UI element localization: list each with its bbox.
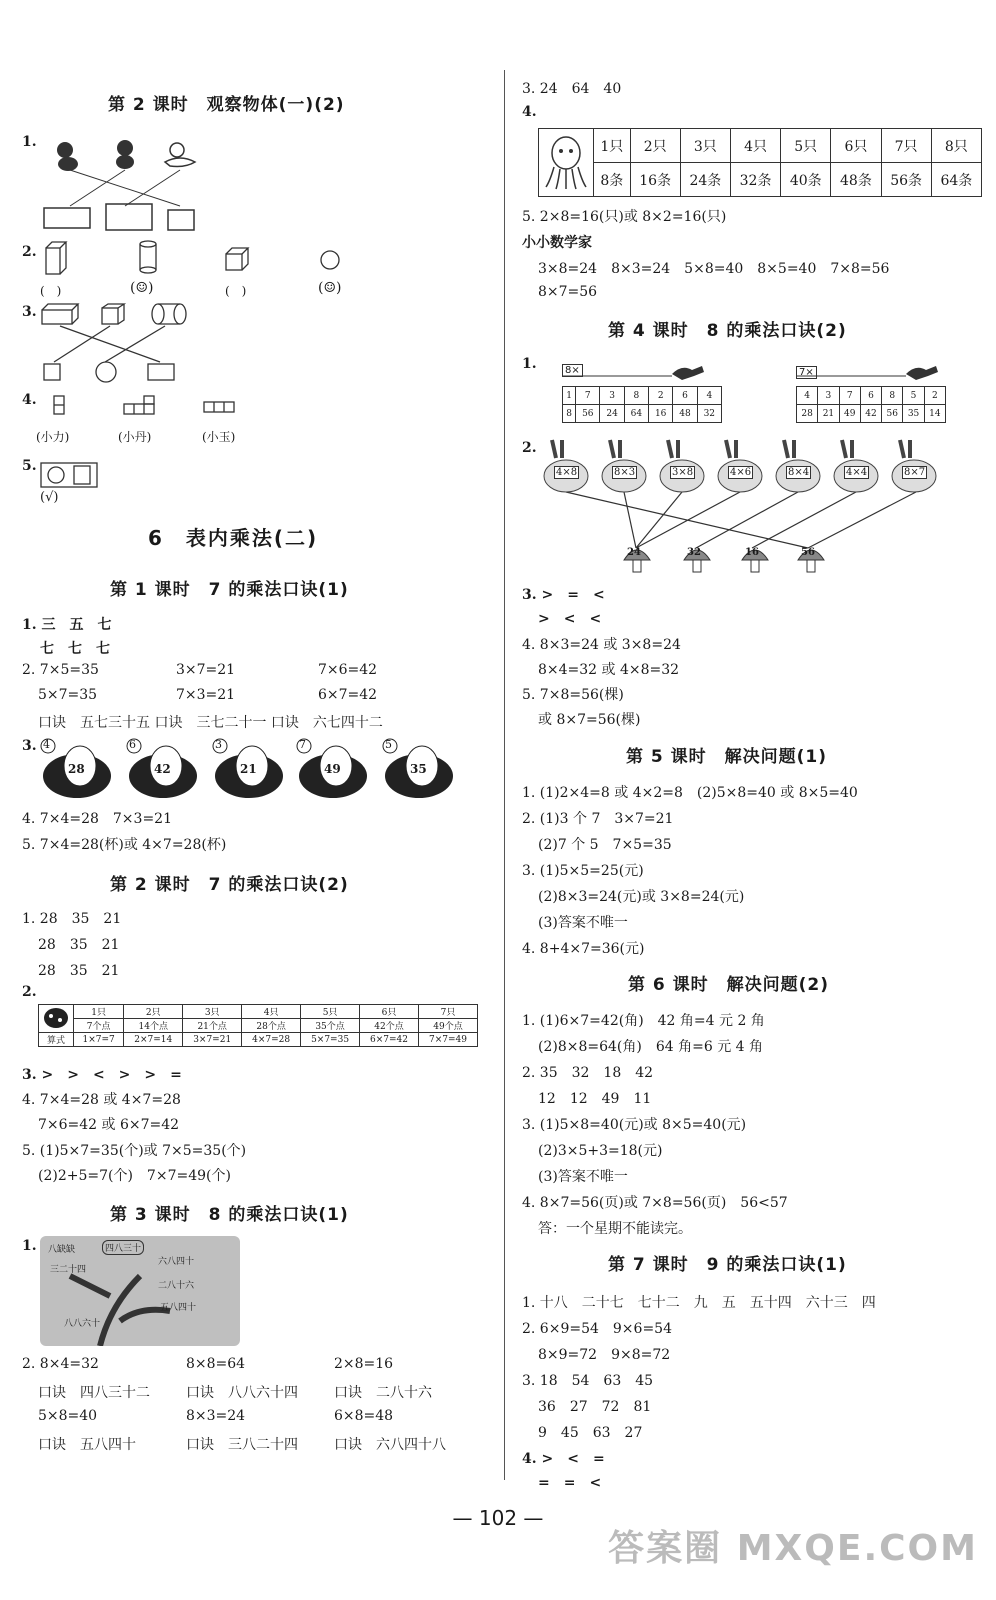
s7-line-5: 36 27 72 81 <box>538 1399 652 1415</box>
s1-line-4c: 6×7=42 <box>318 687 378 703</box>
section-title-8-1: 第 3 课时 8 的乘法口诀(1) <box>110 1205 349 1225</box>
q4-label-1: (小力) <box>36 430 70 444</box>
s1-line-3a: 2. 7×5=35 <box>22 662 99 678</box>
table-cell: 1 <box>563 387 576 405</box>
s7-line-8: = = < <box>538 1475 602 1491</box>
s6-line-1: 1. (1)6×7=42(角) 42 角=4 元 2 角 <box>522 1013 765 1029</box>
s2-row-2: 28 35 21 <box>38 937 120 953</box>
q2-solids-figure <box>40 240 360 280</box>
table-cell: 8只 <box>931 129 981 163</box>
table-cell: 1只 <box>74 1005 124 1019</box>
r-line-2: 5. 2×8=16(只)或 8×2=16(只) <box>522 209 727 225</box>
train-table <box>562 386 722 423</box>
table-cell: 3 <box>818 387 839 405</box>
s3-q1-number: 1. <box>22 1238 37 1254</box>
s1-line-1: 1. 三 五 七 <box>22 617 112 633</box>
s7-line-2: 2. 6×9=54 9×6=54 <box>522 1321 672 1337</box>
s3-b1: 口诀 四八三十二 <box>38 1385 150 1401</box>
s4-line-3: 3. > = < <box>522 587 605 603</box>
table-cell: 3只 <box>680 129 730 163</box>
s1-line-7: 5. 7×4=28(杯)或 4×7=28(杯) <box>22 837 227 853</box>
ladybug-icon <box>39 1005 74 1033</box>
rabbit-expression: 4×4 <box>846 467 868 478</box>
s4-q2-number: 2. <box>522 440 537 456</box>
table-cell: 64 <box>624 405 648 423</box>
table-cell: 16 <box>649 405 673 423</box>
animal-product: 49 <box>324 762 341 776</box>
section-title-solve-1: 第 5 课时 解决问题(1) <box>626 747 828 767</box>
q4-number: 4. <box>22 392 37 408</box>
rabbit-expression: 3×8 <box>672 467 694 478</box>
table-cell: 35个点 <box>301 1019 360 1033</box>
animal-product: 42 <box>154 762 171 776</box>
table-cell: 5×7=35 <box>301 1033 360 1047</box>
q1-matching-figure <box>40 136 240 236</box>
mushroom <box>740 544 770 574</box>
horse-icon <box>562 362 732 382</box>
table-cell: 24条 <box>680 163 730 197</box>
s3-d2: 口诀 三八二十四 <box>186 1437 298 1453</box>
rabbit-expression: 8×3 <box>614 467 636 478</box>
q5-mark: (√) <box>40 490 59 505</box>
table-cell: 7 <box>839 387 860 405</box>
mushroom <box>796 544 826 574</box>
mushroom <box>682 544 712 574</box>
s3-a3: 2×8=16 <box>334 1356 394 1372</box>
table-cell: 3 <box>600 387 624 405</box>
tree-label: 四八三十 <box>102 1240 144 1255</box>
s3-c3: 6×8=48 <box>334 1408 394 1424</box>
s1-line-3c: 7×6=42 <box>318 662 378 678</box>
table-cell: 2 <box>924 387 945 405</box>
q2-mark-4: (☺) <box>318 280 342 296</box>
table-cell: 2只 <box>124 1005 183 1019</box>
table-cell: 28 <box>797 405 818 423</box>
table-cell: 14个点 <box>124 1019 183 1033</box>
s4-line-4: > < < <box>538 611 602 627</box>
table-cell: 3×7=21 <box>183 1033 242 1047</box>
s5-line-6: (3)答案不唯一 <box>538 915 628 931</box>
s1-line-5: 口诀 五七三十五 口诀 三七二十一 口诀 六七四十二 <box>38 715 383 731</box>
s7-line-4: 3. 18 54 63 45 <box>522 1373 654 1389</box>
table-cell: 48条 <box>831 163 881 197</box>
table-cell: 7只 <box>418 1005 477 1019</box>
s2-line-7: (2)2+5=7(个) 7×7=49(个) <box>38 1168 231 1184</box>
q3-matching-figure <box>40 302 210 392</box>
s6-line-5: 3. (1)5×8=40(元)或 8×5=40(元) <box>522 1117 747 1133</box>
s2-row-1: 1. 28 35 21 <box>22 911 122 927</box>
rabbit-card <box>540 438 600 496</box>
section-title-9-1: 第 7 课时 9 的乘法口诀(1) <box>608 1255 847 1275</box>
q4-label-3: (小玉) <box>202 430 236 444</box>
table-cell: 8条 <box>594 163 631 197</box>
mushroom-value: 16 <box>745 547 759 558</box>
section-title-8-2: 第 4 课时 8 的乘法口诀(2) <box>608 321 847 341</box>
train-head: 7× <box>796 366 817 379</box>
s6-line-8: 4. 8×7=56(页)或 7×8=56(页) 56<57 <box>522 1195 788 1211</box>
train-table <box>796 386 946 423</box>
q2-mark-1: ( ) <box>40 284 62 298</box>
table-cell: 6 <box>673 387 697 405</box>
q5-figure <box>40 462 100 492</box>
table-cell: 2只 <box>630 129 680 163</box>
s2-row-3: 28 35 21 <box>38 963 120 979</box>
s2-line-4: 4. 7×4=28 或 4×7=28 <box>22 1092 181 1108</box>
table-cell: 49个点 <box>418 1019 477 1033</box>
rabbit-card <box>830 438 890 496</box>
s2-line-6: 5. (1)5×7=35(个)或 7×5=35(个) <box>22 1143 247 1159</box>
s7-line-6: 9 45 63 27 <box>538 1425 643 1441</box>
table-cell: 16条 <box>630 163 680 197</box>
animal-product: 28 <box>68 762 85 776</box>
table-cell: 28个点 <box>242 1019 301 1033</box>
s7-line-3: 8×9=72 9×8=72 <box>538 1347 671 1363</box>
s6-line-3: 2. 35 32 18 42 <box>522 1065 654 1081</box>
s1-line-3b: 3×7=21 <box>176 662 236 678</box>
s3-c1: 5×8=40 <box>38 1408 98 1424</box>
s3-a2: 8×8=64 <box>186 1356 246 1372</box>
r-line-4: 3×8=24 8×3=24 5×8=40 8×5=40 7×8=56 <box>538 261 890 277</box>
q4-label-2: (小丹) <box>118 430 152 444</box>
animal-top-number: 3 <box>215 738 222 751</box>
s1-line-6: 4. 7×4=28 7×3=21 <box>22 811 172 827</box>
animal-card <box>126 738 200 800</box>
mushroom <box>622 544 652 574</box>
table-cell: 42 <box>860 405 881 423</box>
s6-line-6: (2)3×5+3=18(元) <box>538 1143 663 1159</box>
table-cell: 35 <box>903 405 924 423</box>
s2-line-3: 3. > > < > > = <box>22 1067 182 1083</box>
table-cell: 8 <box>882 387 903 405</box>
animal-product: 35 <box>410 762 427 776</box>
s7-line-7: 4. > < = <box>522 1451 605 1467</box>
animal-card <box>40 738 114 800</box>
s4-line-7: 5. 7×8=56(棵) <box>522 687 624 703</box>
s5-line-4: 3. (1)5×5=25(元) <box>522 863 644 879</box>
table-cell: 5只 <box>301 1005 360 1019</box>
horse-icon <box>796 362 966 382</box>
table-cell: 1×7=7 <box>74 1033 124 1047</box>
section-title-7-2: 第 2 课时 7 的乘法口诀(2) <box>110 875 349 895</box>
table-cell: 40条 <box>781 163 831 197</box>
s5-line-2: 2. (1)3 个 7 3×7=21 <box>522 811 674 827</box>
s1-line-4b: 7×3=21 <box>176 687 236 703</box>
toy-figure-icon <box>165 143 195 167</box>
s4-q1-number: 1. <box>522 356 537 372</box>
table-cell: 2×7=14 <box>124 1033 183 1047</box>
s5-line-1: 1. (1)2×4=8 或 4×2=8 (2)5×8=40 或 8×5=40 <box>522 785 858 801</box>
animal-card <box>296 738 370 800</box>
ladybug-table <box>38 1004 478 1047</box>
table-cell: 7个点 <box>74 1019 124 1033</box>
table-cell: 3只 <box>183 1005 242 1019</box>
q2-number: 2. <box>22 244 37 260</box>
r-line-3: 小小数学家 <box>522 235 592 251</box>
table-cell: 6×7=42 <box>360 1033 419 1047</box>
table-cell: 7 <box>576 387 600 405</box>
r-q4-number: 4. <box>522 104 537 120</box>
table-row-header: 算式 <box>39 1033 74 1047</box>
animal-card <box>382 738 456 800</box>
watermark-logo: 答案圈 MXQE.COM <box>608 1528 978 1569</box>
mushroom-value: 24 <box>627 547 641 558</box>
table-cell: 6只 <box>831 129 881 163</box>
animal-card <box>212 738 286 800</box>
toy-figure-icon <box>116 140 134 169</box>
s3-b2: 口诀 八八六十四 <box>186 1385 298 1401</box>
table-cell: 32条 <box>730 163 780 197</box>
page-number: — 102 — <box>452 1506 544 1530</box>
table-cell: 8 <box>624 387 648 405</box>
tree-figure <box>40 1236 240 1346</box>
s6-line-7: (3)答案不唯一 <box>538 1169 628 1185</box>
q2-mark-2: (☺) <box>130 280 154 296</box>
section-title-solve-2: 第 6 课时 解决问题(2) <box>628 975 830 995</box>
table-cell: 2 <box>649 387 673 405</box>
octopus-table <box>538 128 982 197</box>
table-cell: 4 <box>697 387 721 405</box>
table-cell: 56 <box>576 405 600 423</box>
tree-label: 二八十六 <box>158 1281 195 1291</box>
rabbit-expression: 8×4 <box>788 467 810 478</box>
table-cell: 32 <box>697 405 721 423</box>
table-cell: 48 <box>673 405 697 423</box>
table-cell: 6只 <box>360 1005 419 1019</box>
rabbit-card <box>714 438 774 496</box>
s4-line-6: 8×4=32 或 4×8=32 <box>538 662 680 678</box>
table-cell: 4只 <box>730 129 780 163</box>
s3-d3: 口诀 六八四十八 <box>334 1437 446 1453</box>
s3-c2: 8×3=24 <box>186 1408 246 1424</box>
animal-product: 21 <box>240 762 257 776</box>
s5-line-5: (2)8×3=24(元)或 3×8=24(元) <box>538 889 745 905</box>
rabbit-card <box>772 438 832 496</box>
table-cell: 7只 <box>881 129 931 163</box>
tree-label: 八缺缺 <box>48 1245 76 1255</box>
toy-figure-icon <box>57 142 78 171</box>
tree-label: 三二十四 <box>50 1265 87 1275</box>
section-title-7-1: 第 1 课时 7 的乘法口诀(1) <box>110 580 349 600</box>
tree-label: 八八六十 <box>64 1319 101 1329</box>
table-cell: 49 <box>839 405 860 423</box>
train-head: 8× <box>562 364 583 377</box>
q4-views-figure <box>44 394 264 418</box>
train-figure-7 <box>796 362 966 434</box>
table-cell: 7×7=49 <box>418 1033 477 1047</box>
table-cell: 64条 <box>931 163 981 197</box>
rabbit-card <box>888 438 948 496</box>
s3-a1: 2. 8×4=32 <box>22 1356 99 1372</box>
mushroom-value: 56 <box>801 547 815 558</box>
rabbit-card <box>656 438 716 496</box>
s1-q3-number: 3. <box>22 738 37 754</box>
r-line-5: 8×7=56 <box>538 284 598 300</box>
tree-label: 五八四十 <box>160 1303 197 1313</box>
table-cell: 8 <box>563 405 576 423</box>
rabbit-expression: 4×8 <box>556 467 578 478</box>
animal-top-number: 7 <box>299 738 306 751</box>
s6-line-9: 答：一个星期不能读完。 <box>538 1221 692 1237</box>
rabbit-expression: 4×6 <box>730 467 752 478</box>
animal-top-number: 6 <box>129 738 136 751</box>
train-figure-8 <box>562 362 732 434</box>
mushroom-value: 32 <box>687 547 701 558</box>
octopus-icon <box>539 129 594 197</box>
table-cell: 42个点 <box>360 1019 419 1033</box>
q1-number: 1. <box>22 134 37 150</box>
table-cell: 21 <box>818 405 839 423</box>
section-title-observe: 第 2 课时 观察物体(一)(2) <box>108 95 345 115</box>
s3-b3: 口诀 二八十六 <box>334 1385 432 1401</box>
table-cell: 6 <box>860 387 881 405</box>
q5-number: 5. <box>22 458 37 474</box>
table-cell: 4×7=28 <box>242 1033 301 1047</box>
animal-top-number: 5 <box>385 738 392 751</box>
table-cell: 56 <box>882 405 903 423</box>
table-cell: 56条 <box>881 163 931 197</box>
rabbit-expression: 8×7 <box>904 467 926 478</box>
table-cell: 5 <box>903 387 924 405</box>
table-cell: 14 <box>924 405 945 423</box>
s2-q2-number: 2. <box>22 984 37 1000</box>
s7-line-1: 1. 十八 二十七 七十二 九 五 五十四 六十三 四 <box>522 1295 876 1311</box>
table-cell: 4 <box>797 387 818 405</box>
tree-label: 六八四十 <box>158 1257 195 1267</box>
table-cell: 5只 <box>781 129 831 163</box>
s2-line-5: 7×6=42 或 6×7=42 <box>38 1117 180 1133</box>
table-cell: 4只 <box>242 1005 301 1019</box>
q2-mark-3: ( ) <box>225 284 247 298</box>
s5-line-3: (2)7 个 5 7×5=35 <box>538 837 672 853</box>
s4-line-5: 4. 8×3=24 或 3×8=24 <box>522 637 681 653</box>
table-cell: 1只 <box>594 129 631 163</box>
s3-d1: 口诀 五八四十 <box>38 1437 136 1453</box>
s6-line-2: (2)8×8=64(角) 64 角=6 元 4 角 <box>538 1039 764 1055</box>
unit-title: 6 表内乘法(二) <box>148 526 319 550</box>
s4-line-8: 或 8×7=56(棵) <box>538 712 641 728</box>
s1-line-4a: 5×7=35 <box>38 687 98 703</box>
s5-line-7: 4. 8+4×7=36(元) <box>522 941 645 957</box>
s6-line-4: 12 12 49 11 <box>538 1091 652 1107</box>
rabbit-card <box>598 438 658 496</box>
r-line-1: 3. 24 64 40 <box>522 81 622 97</box>
animal-top-number: 4 <box>43 738 50 751</box>
table-cell: 21个点 <box>183 1019 242 1033</box>
q3-number: 3. <box>22 304 37 320</box>
table-cell: 24 <box>600 405 624 423</box>
column-divider <box>504 70 505 1480</box>
s1-line-2: 七 七 七 <box>40 641 110 657</box>
